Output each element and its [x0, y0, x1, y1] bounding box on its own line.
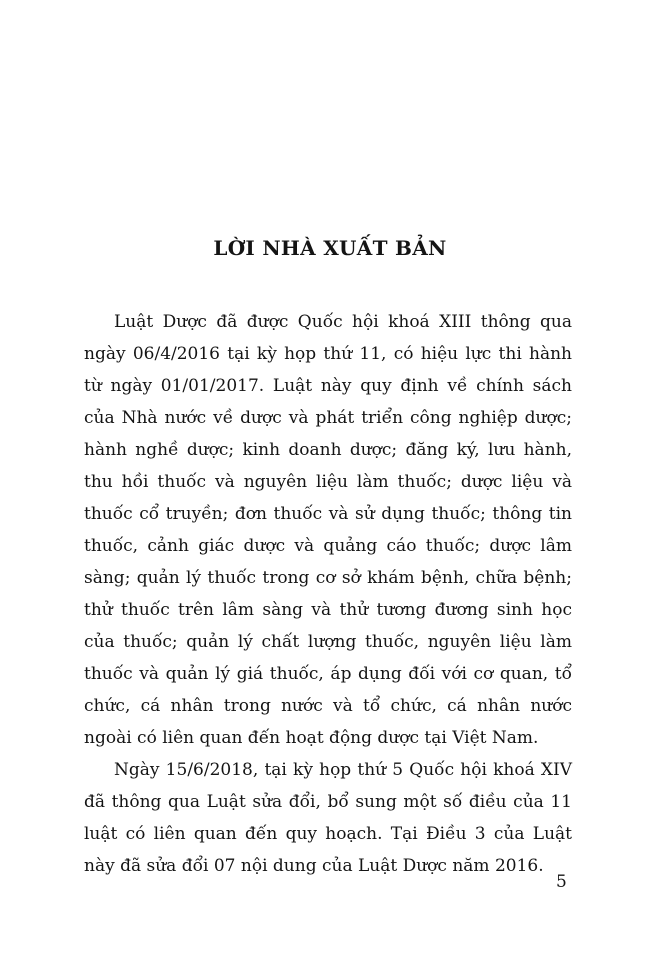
- text-line: của Nhà nước về dược và phát triển công nghiệp dược;: [84, 408, 572, 428]
- text-line: thuốc cổ truyền; đơn thuốc và sử dụng thuốc; thông tin: [84, 504, 572, 524]
- text-line: của thuốc; quản lý chất lượng thuốc, nguyên liệu làm: [84, 632, 572, 652]
- text-line: này đã sửa đổi 07 nội dung của Luật Dược năm 2016.: [84, 856, 544, 876]
- text-line: hành nghề dược; kinh doanh dược; đăng ký, lưu hành,: [84, 440, 572, 460]
- text-line: thu hồi thuốc và nguyên liệu làm thuốc; dược liệu và: [84, 472, 572, 492]
- text-line: sàng; quản lý thuốc trong cơ sở khám bệnh, chữa bệnh;: [84, 568, 572, 588]
- text-line: luật có liên quan đến quy hoạch. Tại Điều 3 của Luật: [84, 824, 572, 844]
- body-text: [84, 306, 572, 882]
- text-line: Luật Dược đã được Quốc hội khoá XIII thông qua: [114, 312, 572, 332]
- text-line: ngày 06/4/2016 tại kỳ họp thứ 11, có hiệu lực thi hành: [84, 344, 572, 364]
- paragraph-2: [84, 754, 572, 882]
- page-number: 5: [556, 872, 567, 892]
- text-line: từ ngày 01/01/2017. Luật này quy định về chính sách: [84, 376, 572, 396]
- page-title: LỜI NHÀ XUẤT BẢN: [213, 236, 447, 260]
- text-line: chức, cá nhân trong nước và tổ chức, cá nhân nước: [84, 696, 572, 716]
- paragraph-1: [84, 306, 572, 754]
- text-line: ngoài có liên quan đến hoạt động dược tại Việt Nam.: [84, 728, 539, 748]
- text-line: Ngày 15/6/2018, tại kỳ họp thứ 5 Quốc hội khoá XIV: [114, 760, 572, 780]
- text-line: đã thông qua Luật sửa đổi, bổ sung một số điều của 11: [84, 792, 572, 812]
- text-line: thử thuốc trên lâm sàng và thử tương đương sinh học: [84, 600, 572, 620]
- text-line: thuốc và quản lý giá thuốc, áp dụng đối với cơ quan, tổ: [84, 664, 572, 684]
- text-line: thuốc, cảnh giác dược và quảng cáo thuốc; dược lâm: [84, 536, 572, 556]
